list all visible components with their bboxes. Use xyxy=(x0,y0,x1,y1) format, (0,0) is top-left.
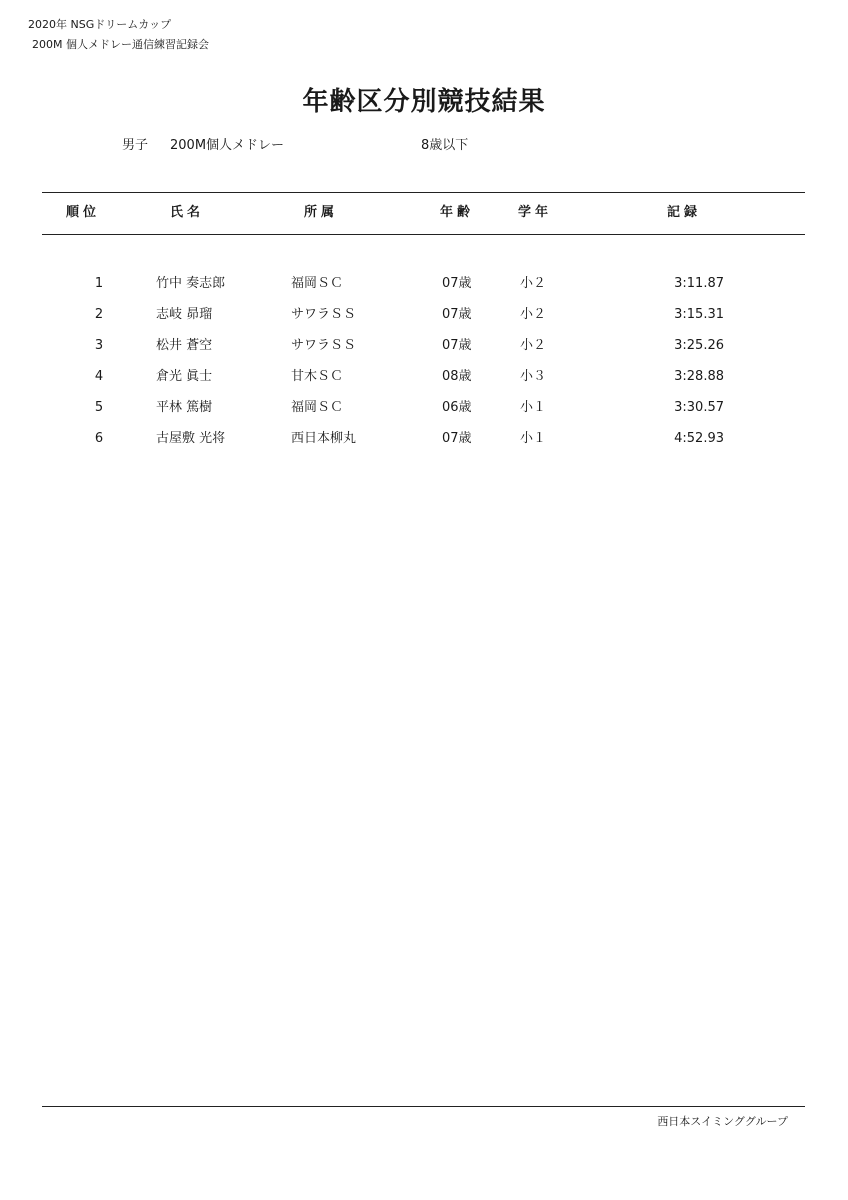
grade-cell: 小２ xyxy=(520,276,547,291)
column-header-record: 記録 xyxy=(667,205,702,220)
column-header-rank: 順位 xyxy=(66,205,101,220)
table-row xyxy=(0,307,848,323)
page-title: 年齢区分別競技結果 xyxy=(302,87,546,117)
footer-organization: 西日本スイミンググループ xyxy=(657,1115,788,1128)
table-top-rule xyxy=(42,192,805,193)
rank-cell: 2 xyxy=(94,307,104,322)
rank-cell: 4 xyxy=(94,369,104,384)
record-cell: 3:11.87 xyxy=(674,276,724,291)
gender-label: 男子 xyxy=(122,138,149,153)
table-header-rule xyxy=(42,234,805,235)
record-cell: 3:28.88 xyxy=(674,369,724,384)
table-row xyxy=(0,400,848,416)
footer-rule xyxy=(42,1106,805,1107)
grade-cell: 小１ xyxy=(520,400,547,415)
club-cell: サワラＳＳ xyxy=(291,338,357,353)
rank-cell: 6 xyxy=(94,431,104,446)
name-cell: 志岐 昴瑠 xyxy=(156,307,213,322)
age-cell: 07歳 xyxy=(442,338,472,353)
record-cell: 3:25.26 xyxy=(674,338,724,353)
table-row xyxy=(0,369,848,385)
table-row xyxy=(0,276,848,292)
name-cell: 古屋敷 光将 xyxy=(156,431,226,446)
column-header-age: 年齢 xyxy=(440,205,475,220)
age-cell: 07歳 xyxy=(442,431,472,446)
club-cell: 福岡ＳＣ xyxy=(291,400,344,415)
name-cell: 倉光 眞士 xyxy=(156,369,213,384)
record-cell: 3:15.31 xyxy=(674,307,724,322)
grade-cell: 小１ xyxy=(520,431,547,446)
column-header-grade: 学年 xyxy=(518,205,553,220)
name-cell: 竹中 奏志郎 xyxy=(156,276,226,291)
age-cell: 08歳 xyxy=(442,369,472,384)
table-row xyxy=(0,431,848,447)
age-cell: 07歳 xyxy=(442,307,472,322)
rank-cell: 1 xyxy=(94,276,104,291)
column-header-club: 所属 xyxy=(304,205,339,220)
record-cell: 4:52.93 xyxy=(674,431,724,446)
grade-cell: 小２ xyxy=(520,307,547,322)
event-label: 200M個人メドレー xyxy=(170,138,285,153)
name-cell: 松井 蒼空 xyxy=(156,338,213,353)
age-cell: 06歳 xyxy=(442,400,472,415)
meet-subtitle: 200M 個人メドレー通信練習記録会 xyxy=(32,38,209,51)
club-cell: サワラＳＳ xyxy=(291,307,357,322)
grade-cell: 小２ xyxy=(520,338,547,353)
meet-title: 2020年 NSGドリームカップ xyxy=(28,18,172,31)
rank-cell: 3 xyxy=(94,338,104,353)
name-cell: 平林 篤樹 xyxy=(156,400,213,415)
record-cell: 3:30.57 xyxy=(674,400,724,415)
grade-cell: 小３ xyxy=(520,369,547,384)
club-cell: 甘木ＳＣ xyxy=(291,369,344,384)
club-cell: 西日本柳丸 xyxy=(291,431,357,446)
age-group-label: 8歳以下 xyxy=(421,138,469,153)
rank-cell: 5 xyxy=(94,400,104,415)
age-cell: 07歳 xyxy=(442,276,472,291)
column-header-name: 氏名 xyxy=(170,205,205,220)
table-row xyxy=(0,338,848,354)
club-cell: 福岡ＳＣ xyxy=(291,276,344,291)
